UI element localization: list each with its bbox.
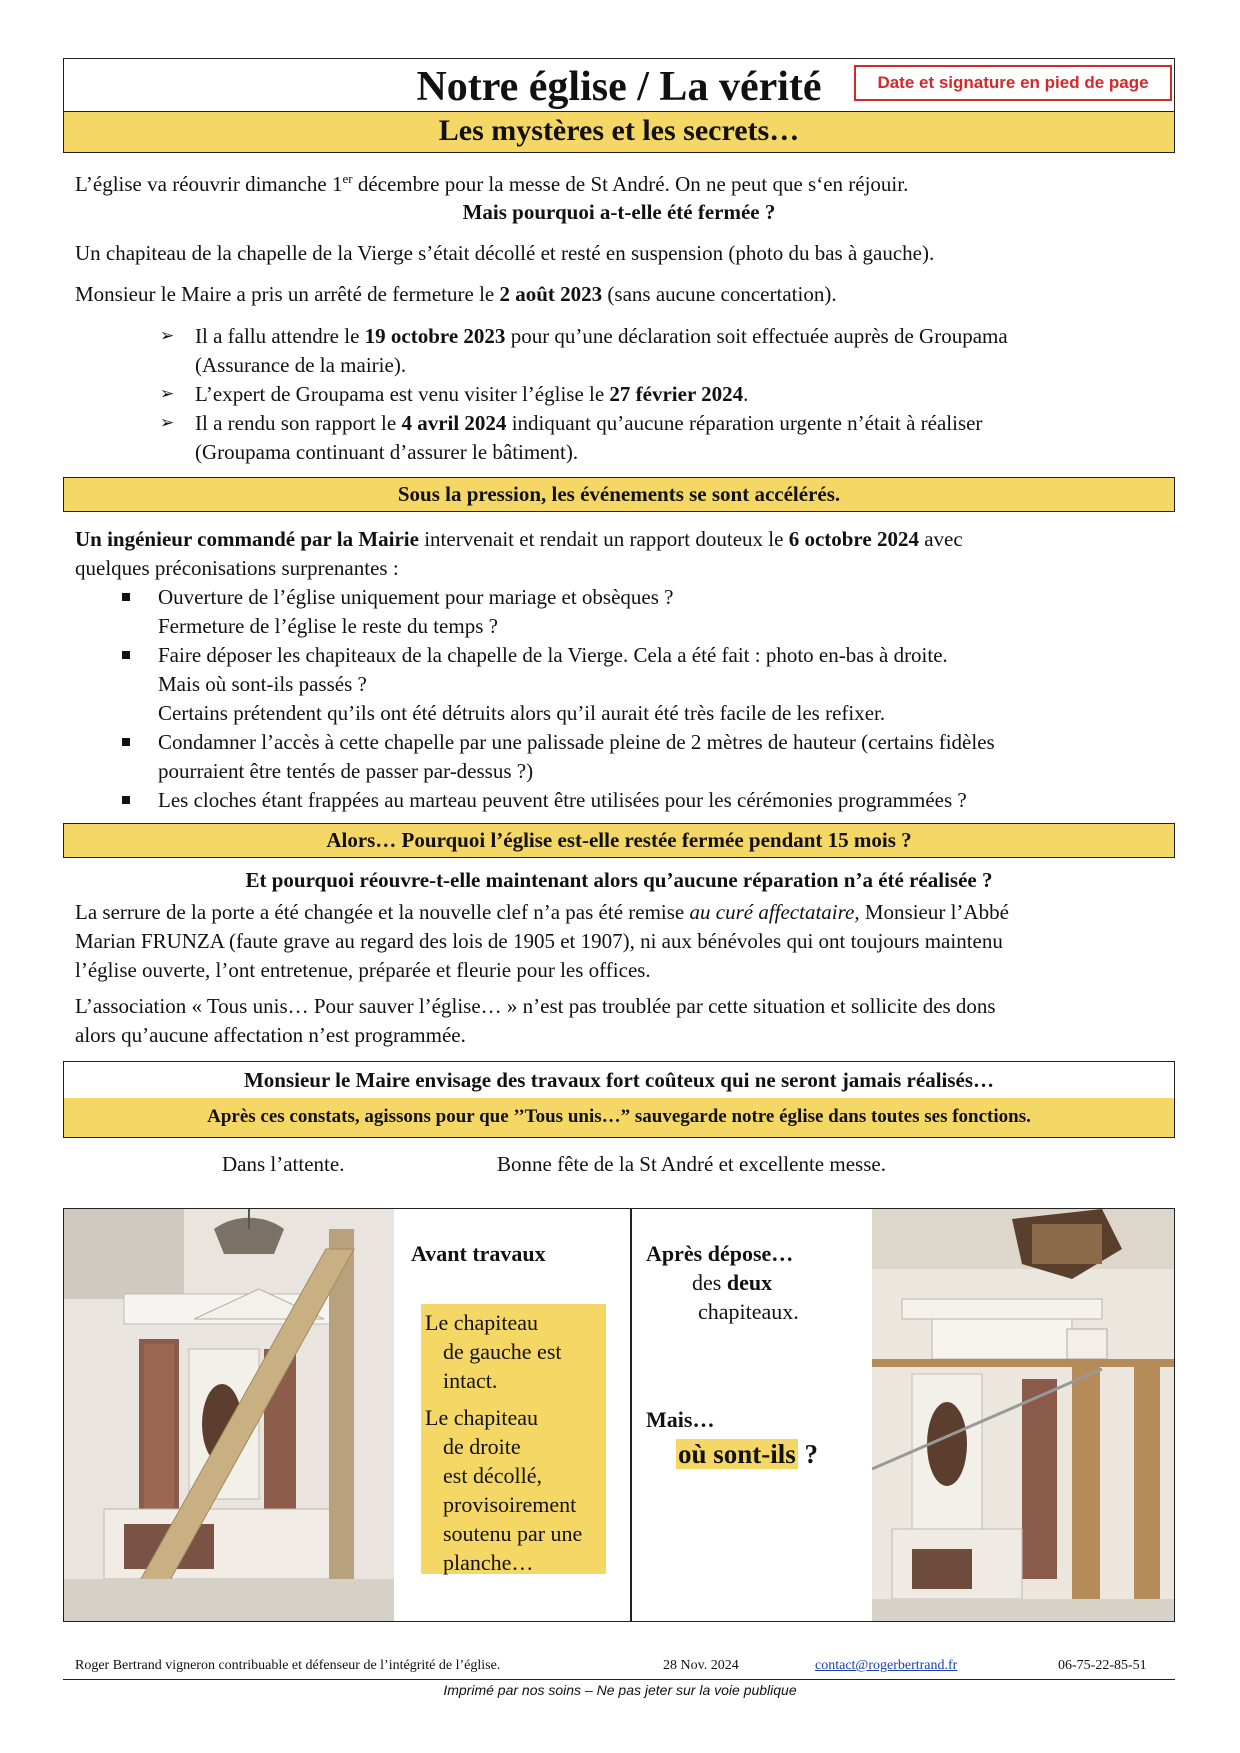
header-box <box>63 58 1175 153</box>
photo-section <box>63 1208 1175 1622</box>
mais-label: Mais… <box>646 1407 715 1432</box>
list-item: Ouverture de l’église uniquement pour mariage et obsèques ? Fermeture de l’église le reste du temps ? <box>122 583 1182 641</box>
photo-after-removal <box>872 1209 1174 1621</box>
intro-paragraph-3: Monsieur le Maire a pris un arrêté de fermeture le 2 août 2023 (sans aucune concertation). <box>75 282 837 306</box>
timeline-item: ➢ Il a fallu attendre le 19 octobre 2023 pour qu’une déclaration soit effectuée auprès de Groupama (Assurance de la mairie). <box>160 324 1008 377</box>
footer-note: Imprimé par nos soins – Ne pas jeter sur la voie publique <box>443 1682 797 1698</box>
caption-left-capital: Le chapiteau de gauche est intact. <box>425 1310 562 1393</box>
intro-question: Mais pourquoi a-t-elle été fermée ? <box>462 200 776 224</box>
conclusion-line-1: Monsieur le Maire envisage des travaux fort coûteux qui ne seront jamais réalisés… <box>243 1068 995 1092</box>
conclusion-box <box>63 1061 1175 1138</box>
timeline-item: ➢ L’expert de Groupama est venu visiter l’église le 27 février 2024. <box>160 380 1180 409</box>
square-bullet-icon <box>122 651 130 659</box>
intro-line: L’église va réouvrir dimanche 1er décembre pour la messe de St André. On ne peut que s‘en réjouir. <box>75 171 909 196</box>
footer-email-link[interactable]: contact@rogerbertrand.fr <box>815 1658 958 1673</box>
chapel-after-image <box>872 1209 1174 1621</box>
where-are-they: où sont-ils ? <box>678 1439 819 1469</box>
arrow-bullet-icon: ➢ <box>160 413 175 433</box>
section-bar-closed-15-months: Alors… Pourquoi l’église est-elle restée fermée pendant 15 mois ? <box>63 823 1175 858</box>
chapel-before-image <box>64 1209 394 1621</box>
before-works-title: Avant travaux <box>411 1241 546 1266</box>
square-bullet-icon <box>122 738 130 746</box>
photo-before-works <box>64 1209 394 1621</box>
footer-divider <box>63 1679 1175 1680</box>
footer-date: 28 Nov. 2024 <box>663 1658 739 1673</box>
date-signature-badge: Date et signature en pied de page <box>854 65 1172 101</box>
photo-divider <box>630 1209 632 1621</box>
section-bar-pressure: Sous la pression, les événements se sont accélérés. <box>63 477 1175 512</box>
association-paragraph: L’association « Tous unis… Pour sauver l’église… » n’est pas troublée par cette situation et sollicite des dons alors qu’aucune affectation n’est programmée. <box>75 994 996 1047</box>
before-works-caption <box>421 1304 606 1574</box>
footer-author: Roger Bertrand vigneron contribuable et défenseur de l’intégrité de l’église. <box>75 1658 501 1673</box>
intro-paragraph-2: Un chapiteau de la chapelle de la Vierge s’était décollé et resté en suspension (photo du bas à gauche). <box>75 241 935 265</box>
footer-phone: 06-75-22-85-51 <box>1058 1658 1147 1673</box>
engineer-paragraph: Un ingénieur commandé par la Mairie intervenait et rendait un rapport douteux le 6 octobre 2024 avec quelques préconisations surprenantes : <box>75 527 963 580</box>
conclusion-line-2: Après ces constats, agissons pour que ’’Tous unis…” sauvegarde notre église dans toutes ses fonctions. <box>64 1098 1174 1137</box>
list-item: Condamner l’accès à cette chapelle par une palissade pleine de 2 mètres de hauteur (certains fidèles pourraient être tentés de passer par-dessus ?) <box>122 728 1182 786</box>
timeline-item: ➢ Il a rendu son rapport le 4 avril 2024 indiquant qu’aucune réparation urgente n’était à réaliser (Groupama continuant d’assurer le bâtiment). <box>160 411 983 464</box>
arrow-bullet-icon: ➢ <box>160 384 175 404</box>
timeline-list <box>160 322 1180 467</box>
list-item: Les cloches étant frappées au marteau peuvent être utilisées pour les cérémonies programmées ? <box>122 786 1182 815</box>
caption-right-capital: Le chapiteau de droite est décollé, provisoirement soutenu par une planche… <box>425 1405 583 1575</box>
closing-left: Dans l’attente. <box>222 1152 345 1176</box>
closing-right: Bonne fête de la St André et excellente messe. <box>497 1152 886 1176</box>
recommendations-list <box>122 583 1182 815</box>
page-subtitle: Les mystères et les secrets… <box>64 111 1174 152</box>
arrow-bullet-icon: ➢ <box>160 326 175 346</box>
square-bullet-icon <box>122 593 130 601</box>
lock-paragraph: La serrure de la porte a été changée et la nouvelle clef n’a pas été remise au curé affectataire, Monsieur l’Abbé Marian FRUNZA (faute grave au regard des lois de 1905 et 1907), ni aux bénévoles qui ont toujours maintenu l’église ouverte, l’ont entretenue, préparée et fleurie pour les offices. <box>75 900 1009 982</box>
question-reopening: Et pourquoi réouvre-t-elle maintenant alors qu’aucune réparation n’a été réalisée ? <box>245 868 993 892</box>
list-item: Faire déposer les chapiteaux de la chapelle de la Vierge. Cela a été fait : photo en-bas à droite. Mais où sont-ils passés ? Certains prétendent qu’ils ont été détruits alors qu’il aurait été très facile de les refixer. <box>122 641 1182 728</box>
after-removal-caption: Après dépose… des deux chapiteaux. <box>646 1241 799 1324</box>
square-bullet-icon <box>122 796 130 804</box>
page-title: Notre église / La vérité <box>416 64 822 110</box>
